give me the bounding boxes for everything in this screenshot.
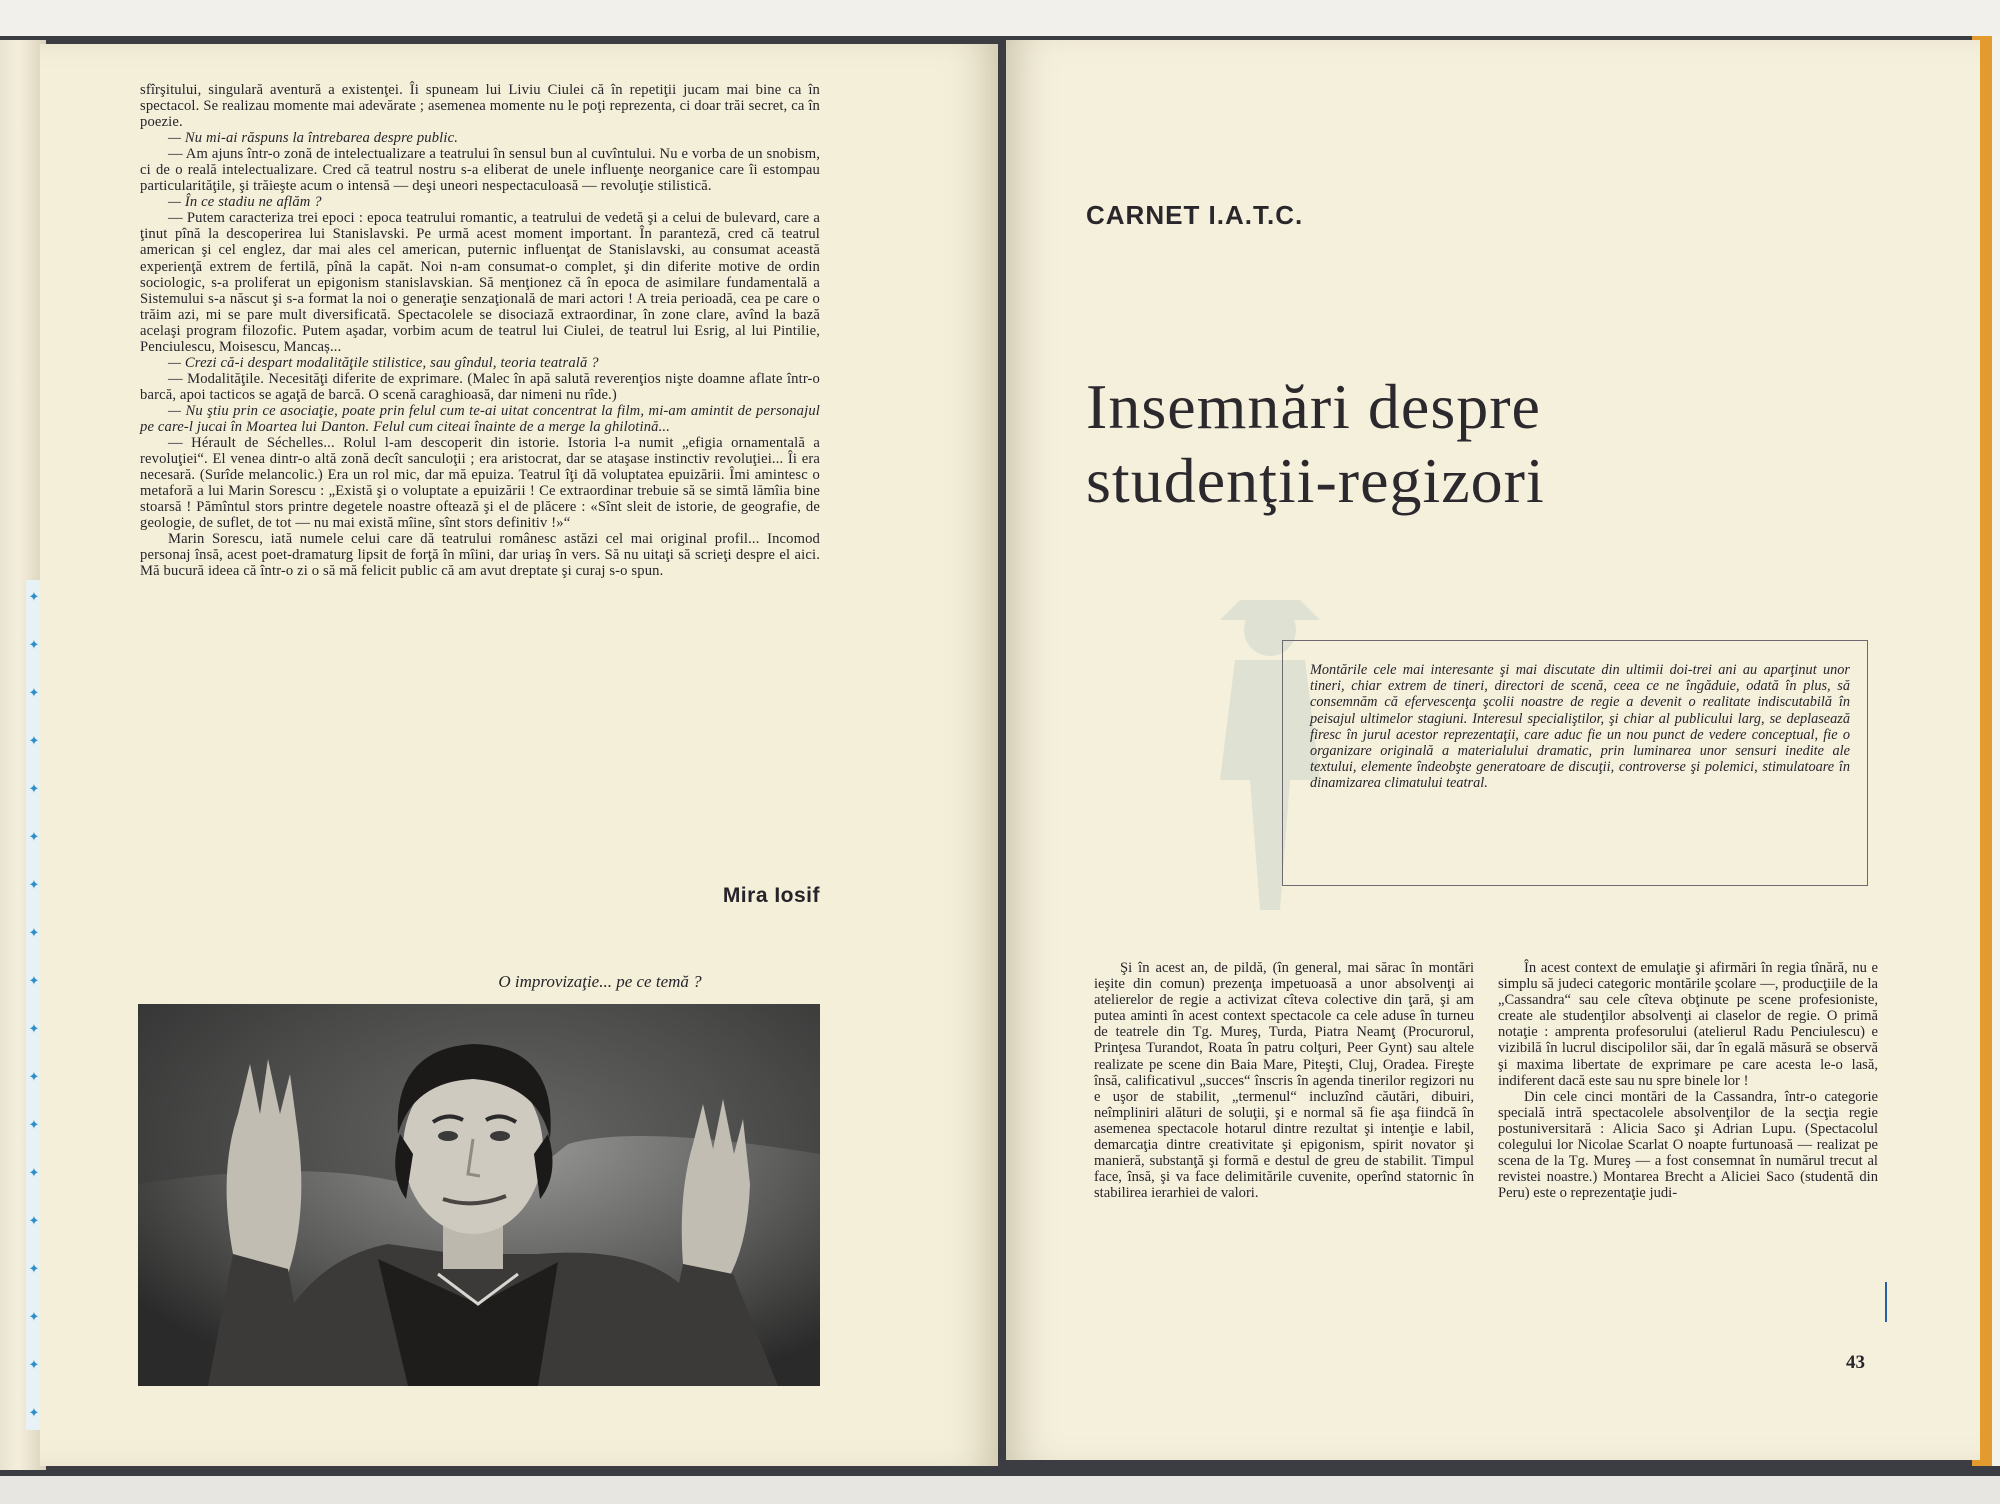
paragraph: — Hérault de Séchelles... Rolul l-am descoperit din istorie. Istoria l-a numit „efigia ornamentală a revoluţiei“. El venea dintr-o altă zonă decît sanculoţii ; era aristocrat, dar se ataşase instinctiv revoluţiei... Îi era necesară. (Surîde melancolic.) Era un rol mic, dar mă epuiza. Teatrul îţi dă voluptatea epuizării. Îmi amintesc o metaforă a lui Marin Sorescu : „Există şi o voluptate a epuizării ! Ce extraordinar trebuie să se simtă lămîia bine stoarsă ! Pămîntul stors printre degetele noastre oftează şi el de plăcere : «Sînt sleit de istorie, de geografie, de geologie, de suflet, de tot — nu mai există mîine, sînt stors definitiv !»“ [140,435,820,532]
tab-mark-icon: ✦ [28,1406,40,1421]
margin-mark [1885,1282,1887,1322]
tab-mark-icon: ✦ [28,926,40,941]
paragraph: În acest context de emulaţie şi afirmări în regia tînără, nu e simplu să judeci categoric montările şcolare —, producţiile de la „Cassandra“ sau cele cîteva obţinute pe scene profesioniste, create ale studenţilor absolvenţi ai claselor de regie. O primă notaţie : amprenta profesorului (atelierul Radu Penciulescu) e vizibilă în lucrul discipolilor săi, dar în egală măsură se observă şi maxima libertate de exprimare pe care acesta le-o lasă, indiferent dacă este sau nu spre binele lor ! [1498,960,1878,1089]
tab-mark-icon: ✦ [28,974,40,989]
article-headline [1086,370,1846,518]
article-column-1 [1094,960,1474,1201]
tab-mark-icon: ✦ [28,686,40,701]
article-column-2 [1498,960,1878,1201]
tab-mark-icon: ✦ [28,1118,40,1133]
paragraph: — Am ajuns într-o zonă de intelectualizare a teatrului în sensul bun al cuvîntului. Nu e vorba de un snobism, ci de o reală intelectualizare. Cred că teatrul nostru s-a eliberat de unele influenţe neorganice care îi estompau particularităţile, şi trăieşte acum o intensă — deşi uneori nespectaculoasă — revoluţie stilistică. [140,146,820,195]
left-article-text [140,82,820,579]
tab-mark-icon: ✦ [28,638,40,653]
paragraph: Din cele cinci montări de la Cassandra, într-o categorie specială intră spectacolele absolvenţilor de la secţia regie postuniversitară : Alicia Saco şi Adrian Lupu. (Spectacolul colegului lor Nicolae Scarlat O noapte furtunoasă — realizat pe scena de la Tg. Mureş — a fost consemnat în numărul trecut al revistei noastre.) Montarea Brecht a Aliciei Saco (studentă din Peru) este o reprezentaţie judi- [1498,1088,1878,1202]
tab-mark-icon: ✦ [28,1166,40,1181]
tab-mark-icon: ✦ [28,1070,40,1085]
paragraph: — Modalităţile. Necesităţi diferite de exprimare. (Malec în apă salută reverenţios nişte doamne aflate într-o barcă, apoi tacticos se agaţă de barcă. O scenă caraghioasă, dar nimeni nu rîde.) [140,370,820,403]
tab-mark-icon: ✦ [28,1262,40,1277]
tab-mark-icon: ✦ [28,590,40,605]
actor-photo [138,1004,820,1386]
tab-mark-icon: ✦ [28,1358,40,1373]
question: — În ce stadiu ne aflăm ? [168,194,322,211]
photo-caption: O improvizaţie... pe ce temă ? [498,972,702,991]
headline-line-2: studenţii-regizori [1086,445,1545,516]
author-name: Mira Iosif [722,884,820,907]
background-top [0,0,2000,40]
question: — Nu ştiu prin ce asociaţie, poate prin felul cum te-ai uitat concentrat la film, mi-am amintit de personajul pe care-l jucai în Moartea lui Danton. Felul cum citeai înainte de a merge la ghilotină... [140,402,820,435]
tab-mark-icon: ✦ [28,878,40,893]
paragraph: sfîrşitului, singulară aventură a existenţei. Îi spuneam lui Liviu Ciulei că în repetiţii jucam mai bine ca în spectacol. Se realizau momente mai adevărate ; asemenea momente nu le poţi reprezenta, ci doar trăi secret, ca în poezie. [140,82,820,131]
page-number: 43 [1846,1352,1865,1373]
paragraph: Marin Sorescu, iată numele celui care dă teatrului românesc astăzi cel mai original profil... Incomod personaj însă, acest poet-dramaturg lipsit de forţă în mîini, dar uriaş în vers. Să nu uitaţi să scrieţi despre el aici. Mă bucură ideea că într-o zi o să mă felicit public că am avut dreptate şi curaj s-o spun. [140,531,820,580]
question: — Nu mi-ai răspuns la întrebarea despre public. [168,130,458,147]
intro-text: Montările cele mai interesante şi mai discutate din ultimii doi-trei ani au aparţinut unor tineri, chiar extrem de tineri, directori de scenă, ceea ce ne îngăduie, odată în plus, să consemnăm că efervescenţa şcolii noastre de regie a devenit o realitate indiscutabilă în peisajul ultimelor stagiuni. Interesul specialiştilor, şi chiar al publicului larg, se deplasează firesc în jurul acestor reprezentaţii, care aduc fie un nou punct de vedere conceptual, fie o organizare originală a materialului dramatic, prin luminarea unor sensuri inedite ale textului, elemente îndeobşte generatoare de discuţii, controverse şi polemici, stimulatoare în dinamizarea climatului teatral. [1310,662,1850,792]
tab-mark-icon: ✦ [28,1310,40,1325]
tab-mark-icon: ✦ [28,830,40,845]
tab-mark-icon: ✦ [28,1214,40,1229]
tab-mark-icon: ✦ [28,734,40,749]
actor-photo-image [138,1004,820,1386]
section-label: CARNET I.A.T.C. [1086,200,1304,230]
question: — Crezi că-i despart modalităţile stilistice, sau gîndul, teoria teatrală ? [168,354,599,371]
paragraph: Şi în acest an, de pildă, (în general, mai sărac în montări ieşite din comun) prezenţa impetuoasă a unor absolvenţi ai atelierelor de regie a activizat cîteva colective din ţară, şi am putea aminti în acest context spectacole ca cele aduse în turneu de teatrele din Tg. Mureş, Turda, Piatra Neamţ (Procurorul, Prinţesa Turandot, Roata în patru colţuri, Peer Gynt) sau altele realizate pe scene din Baia Mare, Piteşti, Cluj, Oradea. Fireşte însă, calificativul „succes“ înscris în agenda tinerilor regizori nu e uşor de stabilit, „termenul“ incluzînd căutări, dibuiri, neîmpliniri alături de soluţii, şi e normal să fie aşa fiindcă în asemenea spectacole hotarul dintre rezultat şi intenţie e labil, demarcaţia dintre creativitate şi epigonism, spirit novator şi manieră, substanţă şi formă e destul de greu de stabilit. Timpul face, însă, şi va face delimitările cuvenite, operînd statornic în stabilirea ierarhiei de valori. [1094,960,1474,1202]
tab-mark-icon: ✦ [28,782,40,797]
background-right [1992,36,2000,1466]
headline-line-1: Insemnări despre [1086,371,1541,442]
paragraph: — Putem caracteriza trei epoci : epoca teatrului romantic, a teatrului de vedetă şi a celui de bulevard, care a ţinut pînă la descoperirea lui Stanislavski. Pe urmă acest moment important. În paranteză, cred că teatrul american şi cel englez, dar mai ales cel american, puternic influenţat de Stanislavski, au consumat această experienţă extrem de fertilă, pînă la capăt. Noi n-am consumat-o complet, şi din diferite motive de ordin sociologic, s-a proliferat un epigonism stanislavskian. Să menţionez că în epoca de asimilare fundamentală a Sistemului s-a născut şi s-a format la noi o generaţie senzaţională de mari actori ! A treia perioadă, cea pe care o trăim azi, mi se pare mult diversificată. Spectacolele se disociază extraordinar, în zone clare, avînd la bază acelaşi program filozofic. Putem aşadar, vorbim acum de teatrul lui Ciulei, de teatrul lui Esrig, al lui Pintilie, Penciulescu, Moisescu, Mancaș... [140,210,820,355]
tab-mark-icon: ✦ [28,1022,40,1037]
